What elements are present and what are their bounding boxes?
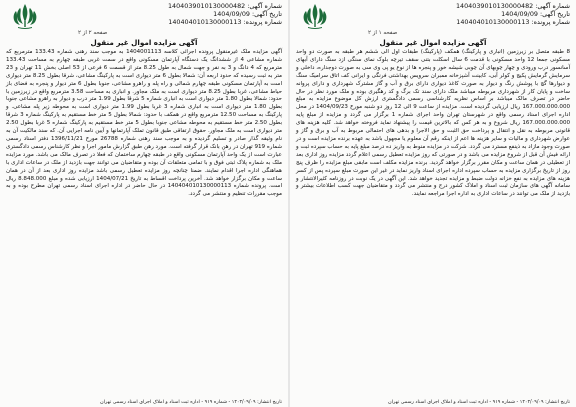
- left-meta-ad-number: شماره آگهی: 1404039010130000482: [167, 2, 282, 10]
- right-title: آگهی مزایده اموال غیر منقول: [379, 38, 487, 47]
- left-meta-ad-date: تاریخ آگهی: 1404/09/09: [213, 10, 282, 18]
- right-footer: تاریخ انتشار: ۱۴۰۴/۰۹/۰۹ - شماره ۹۱۹ - اداره ثبت اسناد و املاک اجرای اسناد رسمی تهران: [388, 400, 570, 405]
- column-divider: [288, 0, 290, 407]
- right-column: [290, 0, 576, 407]
- right-body-text: 8 طبقه متصل بر زیرزمین (انباری و پارکینگ) همکف (پارکینگ) طبقات اول الی ششم هر طبقه به صورت دو واحد مسکونی جمعا 12 واحد مسکونی با قدمت 6 سال اسکلت بتنی سقف تیرچه بلوک نمای سنگی ازد سنگ دارای آبهای آسانسور درب ورودی و چهار چوبهای آن چوبی شیشه خور و پنجره ها از نوع یو پی وی سی به صورت دوجداره، داخلی و سرمایش گرمایش پکیج و کولر آبی، کابینت آشپزخانه ممبران سرویس بهداشتی فرنگی و ایرانی کف اتاق سرامیک سنگ و دیوارها گچ با پوشش رنگ و دیوار به صورت کاغذ دیواری دارای برق و آب و گاز مشترک شهرداری و دارای پروانه ساخت و پایان کار از شهرداری مربوطه میباشد ملک دارای سند تک برگ و کد رهگیری بوده و ملک مورد نظر در حال حاضر در تصرف مالک میباشد بر اساس نظریه کارشناسی رسمی دادگستری ارزش کل موضوع مزایده به مبلغ 167.000.000.000 ریال ارزیابی گردیده است. مزایده از ساعت 9 الی 12 روز دو شنبه مورخ 1404/09/23 در محل اداره اجرای اسناد رسمی واقع در شهرستان تهران واحد اجرای شماره 1 برگزار می گردد و مزایده از مبلغ پایه 167.000.000.000 ریال شروع و به هر کس که بالاترین قیمت را پیشنهاد نماید فروخته خواهد شد. کلیه هزینه های قانونی مربوطه به نقل و انتقال و پرداخت حق الثبت و حق الاجرا و بدهی های احتمالی مربوط به آب و برق و گاز و عوارض شهرداری و مالیات و سایر هزینه ها اعم از اینکه رقم آن معلوم یا مجهول باشد به عهده برنده مزایده است و در صورت وجود مازاد به ذینفع مسترد می گردد. شرکت در مزایده منوط به واریز ده درصد مبلغ پایه به حساب سپرده ثبت و ارائه فیش آن قبل از شروع مزایده می باشد و در صورتی که روز مزایده تعطیل رسمی اعلام گردد مزایده روز اداری بعد از تعطیلی در همان ساعت و مکان مقرر برگزار خواهد گردید. برنده مزایده مکلف است مابقی مبلغ مزایده را ظرف پنج روز از تاریخ برگزاری مزایده به حساب سپرده اداره اجرای اسناد واریز نماید در غیر این صورت مبلغ سپرده پس از کسر هزینه های مزایده به نفع خزانه دولت ضبط و مزایده تجدید خواهد شد. این آگهی در یک نوبت در روزنامه کثیرالانتشار و سامانه آگهی های سازمان ثبت اسناد و املاک کشور درج و منتشر می گردد و متقاضیان جهت کسب اطلاعات بیشتر و بازدید از ملک می توانند در ساعات اداری به اداره اجرا مراجعه نمایند.: [296, 49, 571, 198]
- right-meta-ad-date: تاریخ آگهی: 1404/09/09: [501, 10, 570, 18]
- emblem-icon: [8, 2, 42, 30]
- right-meta-case-number: شماره پرونده: 140404010130000113: [456, 18, 570, 26]
- emblem-icon: [298, 2, 332, 30]
- left-meta-case-number: شماره پرونده: 140404010130000113: [168, 18, 282, 26]
- right-meta: [456, 2, 570, 26]
- right-header: [290, 0, 576, 34]
- left-body-text: آگهی مزایده ملک غیرمنقول پرونده اجرائی کلاسه 1404001113 به موجب سند رهنی شماره 133.43 مترمربع که شماره مشاعی 4 از ششدانگ یک دستگاه آپارتمان مسکونی واقع در سمت غربی طبقه چهارم به مساحت 133.43 مترمربع که 4 دانگ و 3 به نفر و جهت شمال به طول 8.25 متر از قسمت 6 فرعی از 53 اصلی بخش 11 تهران و 23 متر به ثبت رسیده که حدود اربعه آن: شمالا بطول 6 متر دیواری است به پارکینگ مشاعی، شرقا بطول 8.25 متر دیواری است به آپارتمان مسکونی طبقه چهارم شمالی و راه پله و راهرو مشاعی، جنوبا بطول 6 متر دیوار و پنجره به فضای باز حیاط مشاعی، غربا بطول 8.25 متر دیواری است به ملک مجاور. و انباری به مساحت 3.58 مترمربع واقع در زیرزمین با حدود: شمالا بطول 1.80 متر دیواری است به انباری شماره 5 شرقا بطول 1.99 متر درب و دیوار به راهرو مشاعی جنوبا بطول 1.80 متر دیواری است به انباری شماره 3 غربا بطول 1.99 متر دیواری است به محوطه زیر پله مشاعی. و پارکینگ به مساحت 12.50 مترمربع واقع در همکف با حدود: شمالا بطول 5 متر خط مستقیم به پارکینگ شماره 3 شرقا بطول 2.50 متر خط مستقیم به محوطه مشاعی جنوبا بطول 5 متر خط مستقیم به پارکینگ شماره 5 غربا بطول 2.50 متر دیواری است به ملک مجاور. حقوق ارتفاقی طبق قانون تملک آپارتمانها و آیین نامه اجرایی آن. که سند مالکیت آن به نام وثیقه گذار صادر و تسلیم گردیده و به موجب سند رهنی شماره 26788 مورخ 1396/11/21 دفتر اسناد رسمی شماره 919 تهران در رهن بانک قرار گرفته است. مورد رهن طبق گزارش مامور اجرا و نظر کارشناس رسمی دادگستری عبارت است از یک واحد آپارتمان مسکونی واقع در طبقه چهارم ساختمان که فعلا در تصرف مالک می باشد. مورد مزایده ملک به شماره پلاک ثبتی فوق و با تمامی متعلقات آن بوده و متقاضیان می توانند جهت بازدید از ملک در ساعات اداری با هماهنگی اداره اجرا اقدام نمایند. ضمنا چنانچه روز مزایده تعطیل رسمی باشد مزایده روز اداری بعد از آن در همان ساعت و مکان برگزار خواهد شد. آخرین پرداخت اقساط به تاریخ 1404/07/21 ارزیابی شده و مبلغ 8.848.000 ریال است. پرونده شماره 140404010130000113 در حال حاضر در اداره اجرای اسناد رسمی تهران مطرح بوده و به موجب مقررات تنظیم و منتشر می گردد.: [6, 49, 283, 198]
- left-title: آگهی مزایده اموال غیر منقول: [90, 38, 198, 47]
- left-meta: [168, 2, 282, 26]
- left-page-number: صفحه ۲ از ۲: [78, 30, 108, 36]
- right-page-number: صفحه ۱ از ۲: [368, 30, 398, 36]
- left-header: [0, 0, 288, 34]
- left-footer: تاریخ انتشار: ۱۴۰۴/۰۹/۰۹ - شماره ۹۱۹ - اداره ثبت اسناد و املاک اجرای اسناد رسمی تهران: [100, 400, 282, 405]
- right-meta-ad-number: شماره آگهی: 1404039010130000482: [455, 2, 570, 10]
